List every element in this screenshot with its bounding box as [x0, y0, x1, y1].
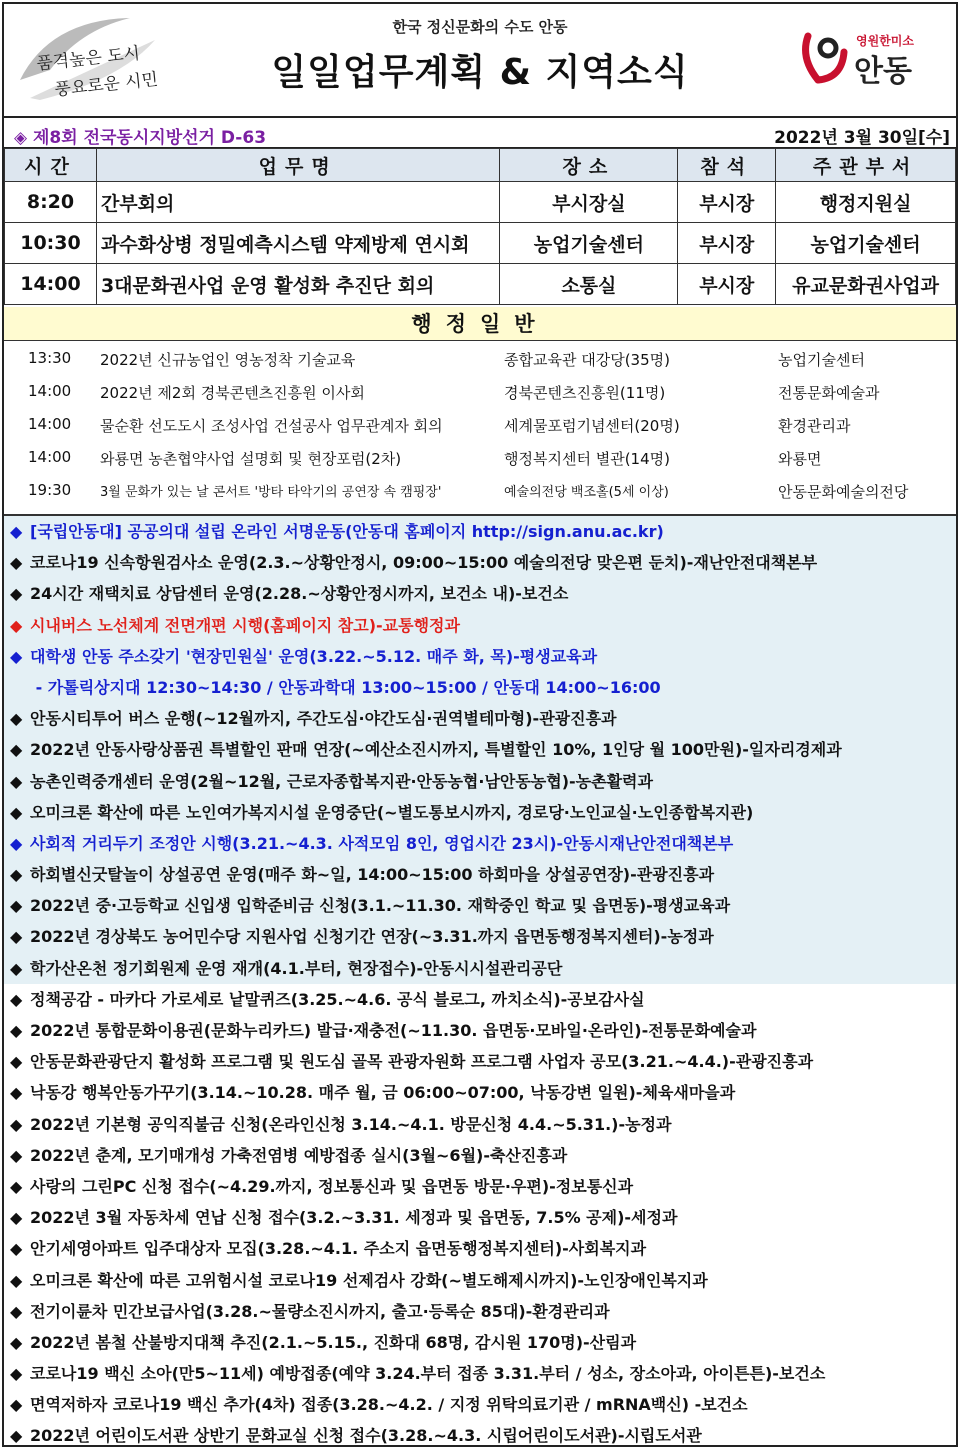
notice-item [4, 1389, 956, 1420]
header [4, 4, 956, 114]
admin-task: 2022년 제2회 경북콘텐츠진흥원 이사회 [100, 384, 365, 402]
table-row [5, 223, 956, 264]
diamond-bullet-icon: ◆ [10, 1021, 23, 1040]
notice-item [4, 1140, 956, 1171]
notice-text: 안동문화관광단지 활성화 프로그램 및 원도심 골목 관광자원화 프로그램 사업자 공모(3.21.~4.4.)-관광진흥과 [30, 1052, 814, 1072]
admin-task: 2022년 신규농업인 영농정착 기술교육 [100, 351, 356, 369]
notice-item [4, 672, 956, 703]
notice-item [4, 1420, 956, 1449]
notice-text: 2022년 어린이도서관 상반기 문화교실 신청 접수(3.28.~4.3. 시립어린이도서관)-시립도서관 [30, 1426, 702, 1446]
diamond-bullet-icon: ◆ [10, 553, 23, 573]
admin-department: 환경관리과 [778, 417, 851, 435]
diamond-bullet-icon: ◆ [10, 1270, 23, 1290]
notice-text: 2022년 안동사랑상품권 특별할인 판매 연장(~예산소진시까지, 특별할인 10%, 1인당 월 100만원)-일자리경제과 [30, 740, 842, 760]
notice-item [4, 1296, 956, 1327]
header-place: 장소 [500, 149, 678, 182]
notice-text: 시내버스 노선체계 전면개편 시행(홈페이지 참고)-교통행정과 [30, 615, 460, 635]
notice-text: 대학생 안동 주소갖기 '현장민원실' 운영(3.22.~5.12. 매주 화, 목)-평생교육과 [30, 646, 598, 666]
notice-item [4, 1358, 956, 1389]
admin-list [4, 342, 956, 507]
notice-item [4, 921, 956, 952]
schedule-header-row [5, 149, 956, 182]
notice-item [4, 1202, 956, 1233]
diamond-bullet-icon: ◆ [10, 989, 23, 1009]
notice-text: 농촌인력중개센터 운영(2월~12월, 근로자종합복지관·안동농협·남안동농협)-농촌활력과 [30, 771, 653, 791]
right-logo-city: 안동 [854, 54, 912, 89]
notice-item[interactable] [4, 516, 956, 547]
notice-item [4, 766, 956, 797]
admin-department: 전통문화예술과 [778, 384, 880, 402]
notice-text: 24시간 재택치료 상담센터 운영(2.28.~상황안정시까지, 보건소 내)-보건소 [30, 584, 569, 604]
diamond-bullet-icon: ◆ [10, 584, 23, 604]
admin-time: 14:00 [28, 448, 72, 466]
diamond-bullet-icon: ◆ [10, 958, 23, 978]
notice-text: 2022년 통합문화이용권(문화누리카드) 발급·재충전(~11.30. 읍면동·모바일·온라인)-전통문화예술과 [30, 1021, 757, 1040]
header-department: 주관부서 [776, 149, 956, 182]
notice-item [4, 890, 956, 921]
notice-item [4, 828, 956, 859]
admin-department: 농업기술센터 [778, 351, 865, 369]
admin-time: 14:00 [28, 415, 72, 433]
notice-item [4, 1171, 956, 1202]
table-row [5, 182, 956, 223]
andong-city-logo [798, 26, 938, 92]
notice-item [4, 1327, 956, 1358]
notice-text: [국립안동대] 공공의대 설립 온라인 서명운동(안동대 홈페이지 http://sign.anu.ac.kr) [30, 522, 664, 541]
header-subtitle: 한국 정신문화의 수도 안동 [392, 18, 568, 36]
list-item [4, 474, 956, 507]
cell-department: 농업기술센터 [776, 223, 956, 264]
diamond-bullet-icon: ◆ [10, 896, 23, 916]
election-bar [4, 116, 956, 148]
notice-item [4, 547, 956, 578]
list-item [4, 342, 956, 375]
diamond-bullet-icon: ◆ [10, 1301, 23, 1321]
header-attendee: 참석 [678, 149, 776, 182]
diamond-bullet-icon: ◆ [10, 1114, 23, 1134]
cell-time: 10:30 [5, 223, 97, 264]
notice-text: 사회적 거리두기 조정안 시행(3.21.~4.3. 사적모임 8인, 영업시간 23시)-안동시재난안전대책본부 [30, 833, 734, 853]
notice-text: 2022년 3월 자동차세 연납 신청 접수(3.2.~3.31. 세정과 및 읍면동, 7.5% 공제)-세정과 [30, 1208, 678, 1228]
notice-text: 2022년 기본형 공익직불금 신청(온라인신청 3.14.~4.1. 방문신청 4.4.~5.31.)-농정과 [30, 1114, 672, 1134]
cell-department: 행정지원실 [776, 182, 956, 223]
cell-place: 농업기술센터 [500, 223, 678, 264]
notice-text: 안동시티투어 버스 운행(~12월까지, 주간도심·야간도심·권역별테마형)-관광진흥과 [30, 709, 617, 729]
header-time: 시간 [5, 149, 97, 182]
notice-text: 하회별신굿탈놀이 상설공연 운영(매주 화~일, 14:00~15:00 하회마을 상설공연장)-관광진흥과 [30, 865, 715, 885]
notice-item [4, 641, 956, 672]
diamond-bullet-icon: ◆ [10, 927, 23, 947]
diamond-bullet-icon: ◆ [10, 865, 23, 885]
notice-text: 낙동강 행복안동가꾸기(3.14.~10.28. 매주 월, 금 06:00~07:00, 낙동강변 일원)-체육새마을과 [30, 1083, 736, 1103]
diamond-bullet-icon: ◆ [10, 802, 23, 822]
notice-text: 2022년 춘계, 모기매개성 가축전염병 예방접종 실시(3월~6월)-축산진흥과 [30, 1145, 568, 1165]
notice-text: - 가톨릭상지대 12:30~14:30 / 안동과학대 13:00~15:00 / 안동대 14:00~16:00 [30, 677, 661, 697]
cell-time: 8:20 [5, 182, 97, 223]
notice-text: 안기세영아파트 입주대상자 모집(3.28.~4.1. 주소지 읍면동행정복지센터)-사회복지과 [30, 1239, 647, 1259]
notice-item [4, 1109, 956, 1140]
cell-attendee: 부시장 [678, 264, 776, 305]
diamond-bullet-icon: ◆ [10, 615, 23, 635]
notice-text: 2022년 봄철 산불방지대책 추진(2.1.~5.15., 진화대 68명, 감시원 170명)-산림과 [30, 1332, 637, 1352]
notice-item [4, 984, 956, 1015]
notice-item [4, 1077, 956, 1108]
table-row [5, 264, 956, 305]
notice-item [4, 703, 956, 734]
cell-attendee: 부시장 [678, 182, 776, 223]
diamond-bullet-icon: ◆ [10, 646, 23, 666]
admin-time: 14:00 [28, 382, 72, 400]
cell-place: 소통실 [500, 264, 678, 305]
notice-text: 2022년 경상북도 농어민수당 지원사업 신청기간 연장(~3.31.까지 읍면동행정복지센터)-농정과 [30, 927, 714, 947]
diamond-bullet-icon: ◆ [10, 1208, 23, 1228]
diamond-bullet-icon: ◆ [10, 1176, 23, 1196]
right-logo-slogan: 영원한미소 [856, 34, 914, 48]
notice-item [4, 1265, 956, 1296]
diamond-bullet-icon: ◆ [10, 1332, 23, 1352]
cell-time: 14:00 [5, 264, 97, 305]
notice-item [4, 797, 956, 828]
admin-place: 종합교육관 대강당(35명) [504, 351, 670, 369]
admin-time: 19:30 [28, 481, 72, 499]
notice-item [4, 578, 956, 609]
page-title: 일일업무계획 & 지역소식 [271, 52, 689, 93]
left-slogan-line2: 풍요로운 시민 [53, 69, 159, 101]
notice-item [4, 1233, 956, 1264]
notice-item [4, 610, 956, 641]
admin-task: 3월 문화가 있는 날 콘서트 '방타 타악기의 공연장 속 캠핑장' [100, 485, 442, 500]
diamond-bullet-icon: ◆ [10, 1426, 23, 1446]
admin-place: 행정복지센터 별관(14명) [504, 450, 670, 468]
admin-department: 안동문화예술의전당 [778, 483, 909, 501]
cell-task: 과수화상병 정밀예측시스템 약제방제 연시회 [96, 223, 500, 264]
admin-task: 물순환 선도도시 조성사업 건설공사 업무관계자 회의 [100, 417, 443, 435]
notice-text: 코로나19 신속항원검사소 운영(2.3.~상황안정시, 09:00~15:00 예술의전당 맞은편 둔치)-재난안전대책본부 [30, 553, 818, 573]
list-item [4, 408, 956, 441]
list-item [4, 375, 956, 408]
header-task: 업무명 [96, 149, 500, 182]
diamond-bullet-icon: ◆ [10, 1395, 23, 1415]
admin-task: 와룡면 농촌협약사업 설명회 및 현장포럼(2차) [100, 450, 402, 468]
diamond-bullet-icon: ◆ [10, 771, 23, 791]
diamond-bullet-icon: ◆ [10, 522, 23, 541]
notice-item [4, 734, 956, 765]
notice-item [4, 859, 956, 890]
cell-attendee: 부시장 [678, 223, 776, 264]
diamond-bullet-icon: ◆ [10, 1364, 23, 1384]
cell-task: 간부회의 [96, 182, 500, 223]
schedule-table [4, 148, 956, 305]
document-frame [2, 2, 958, 1447]
notice-item [4, 1046, 956, 1077]
diamond-bullet-icon: ◆ [10, 709, 23, 729]
smile-logo-icon [798, 28, 850, 88]
admin-place: 경북콘텐츠진흥원(11명) [504, 384, 666, 402]
diamond-bullet-icon: ◆ [10, 1145, 23, 1165]
admin-section-title: 행정일반 [4, 307, 956, 341]
admin-time: 13:30 [28, 349, 72, 367]
diamond-bullet-icon: ◆ [10, 833, 23, 853]
notice-text: 정책공감 - 마카다 가로세로 낱말퀴즈(3.25.~4.6. 공식 블로그, 까치소식)-공보감사실 [30, 989, 645, 1009]
notice-text: 오미크론 확산에 따른 고위험시설 코로나19 선제검사 강화(~별도해제시까지)-노인장애인복지과 [30, 1270, 708, 1290]
cell-department: 유교문화권사업과 [776, 264, 956, 305]
notice-text: 전기이륜차 민간보급사업(3.28.~물량소진시까지, 출고·등록순 85대)-환경관리과 [30, 1301, 610, 1321]
notice-text: 코로나19 백신 소아(만5~11세) 예방접종(예약 3.24.부터 접종 3.31.부터 / 성소, 장소아과, 아이튼튼)-보건소 [30, 1364, 826, 1384]
notice-text: 면역저하자 코로나19 백신 추가(4차) 접종(3.28.~4.2. / 지정 위탁의료기관 / mRNA백신) -보건소 [30, 1395, 748, 1415]
document-date: 2022년 3월 30일[수] [774, 128, 950, 148]
list-item [4, 441, 956, 474]
cell-place: 부시장실 [500, 182, 678, 223]
notice-list [4, 514, 956, 1449]
diamond-bullet-icon: ◆ [10, 1052, 23, 1072]
cell-task: 3대문화권사업 운영 활성화 추진단 회의 [96, 264, 500, 305]
notice-item [4, 953, 956, 984]
diamond-bullet-icon: ◆ [10, 1239, 23, 1259]
notice-text: 오미크론 확산에 따른 노인여가복지시설 운영중단(~별도통보시까지, 경로당·노인교실·노인종합복지관) [30, 802, 754, 822]
notice-item [4, 1015, 956, 1046]
admin-place: 세계물포럼기념센터(20명) [504, 417, 680, 435]
diamond-bullet-icon: ◆ [10, 1083, 23, 1103]
admin-department: 와룡면 [778, 450, 822, 468]
notice-text: 사랑의 그린PC 신청 접수(~4.29.까지, 정보통신과 및 읍면동 방문·우편)-정보통신과 [30, 1176, 634, 1196]
diamond-bullet-icon: ◆ [10, 740, 23, 760]
admin-place: 예술의전당 백조홀(5세 이상) [504, 485, 669, 500]
election-countdown: ◈ 제8회 전국동시지방선거 D-63 [14, 128, 267, 148]
notice-text: 2022년 중·고등학교 신입생 입학준비금 신청(3.1.~11.30. 재학중인 학교 및 읍면동)-평생교육과 [30, 896, 731, 916]
notice-text: 학가산온천 정기회원제 운영 재개(4.1.부터, 현장접수)-안동시시설관리공단 [30, 958, 563, 978]
left-slogan-line1: 품격높은 도시 [35, 43, 141, 75]
